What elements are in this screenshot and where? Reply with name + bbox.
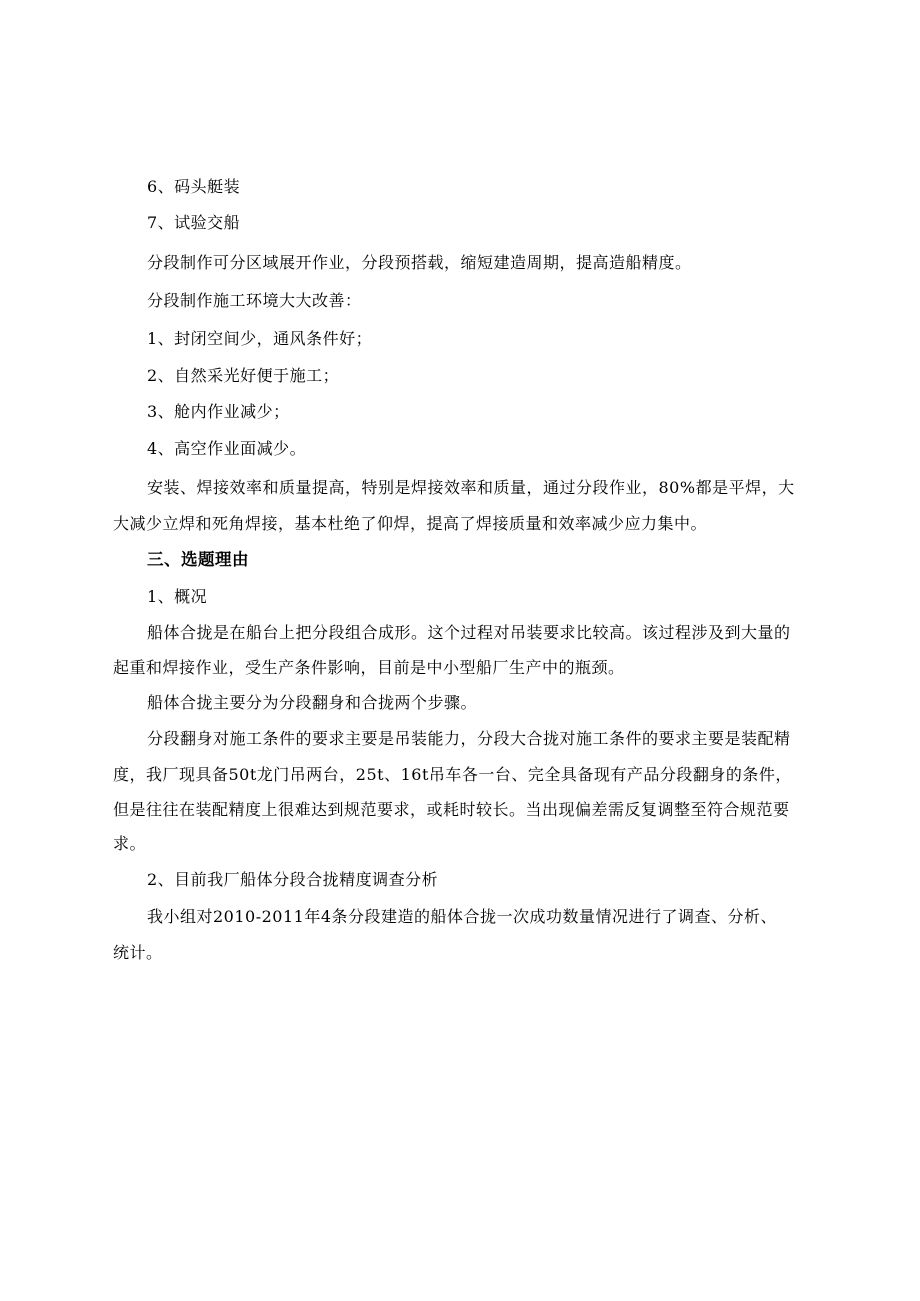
paragraph-segment-construction: 分段制作可分区域展开作业，分段预搭载，缩短建造周期，提高造船精度。 — [147, 253, 692, 272]
paragraph-requirements-line-2: 度，我厂现具备50t龙门吊两台，25t、16t吊车各一台、完全具备现有产品分段翻身的条件， — [113, 765, 792, 784]
env-item-1: 1、封闭空间少，通风条件好； — [147, 329, 373, 348]
paragraph-environment-intro: 分段制作施工环境大大改善： — [147, 291, 362, 310]
list-item-6: 6、码头艇装 — [147, 177, 241, 196]
section-heading-reasons: 三、选题理由 — [147, 550, 249, 569]
subheading-overview: 1、概况 — [147, 587, 208, 606]
env-item-4: 4、高空作业面减少。 — [147, 439, 307, 458]
paragraph-steps: 船体合拢主要分为分段翻身和合拢两个步骤。 — [147, 693, 478, 712]
subheading-survey: 2、目前我厂船体分段合拢精度调查分析 — [147, 870, 439, 889]
paragraph-overview-line-2: 起重和焊接作业，受生产条件影响，目前是中小型船厂生产中的瓶颈。 — [113, 658, 625, 677]
list-item-7: 7、试验交船 — [147, 213, 241, 232]
paragraph-requirements-line-4: 求。 — [113, 834, 147, 853]
paragraph-requirements-line-3: 但是往往在装配精度上很难达到规范要求，或耗时较长。当出现偏差需反复调整至符合规范要 — [113, 800, 790, 819]
paragraph-overview-line-1: 船体合拢是在船台上把分段组合成形。这个过程对吊装要求比较高。该过程涉及到大量的 — [147, 623, 791, 642]
paragraph-survey-line-2: 统计。 — [113, 943, 163, 962]
paragraph-survey-line-1: 我小组对2010-2011年4条分段建造的船体合拢一次成功数量情况进行了调查、分析、 — [147, 907, 778, 926]
paragraph-efficiency-line-1: 安装、焊接效率和质量提高，特别是焊接效率和质量，通过分段作业，80%都是平焊，大 — [147, 478, 795, 497]
env-item-2: 2、自然采光好便于施工； — [147, 366, 340, 385]
env-item-3: 3、舱内作业减少； — [147, 402, 290, 421]
paragraph-efficiency-line-2: 大减少立焊和死角焊接，基本杜绝了仰焊，提高了焊接质量和效率减少应力集中。 — [113, 514, 708, 533]
paragraph-requirements-line-1: 分段翻身对施工条件的要求主要是吊装能力，分段大合拢对施工条件的要求主要是装配精 — [147, 729, 791, 748]
